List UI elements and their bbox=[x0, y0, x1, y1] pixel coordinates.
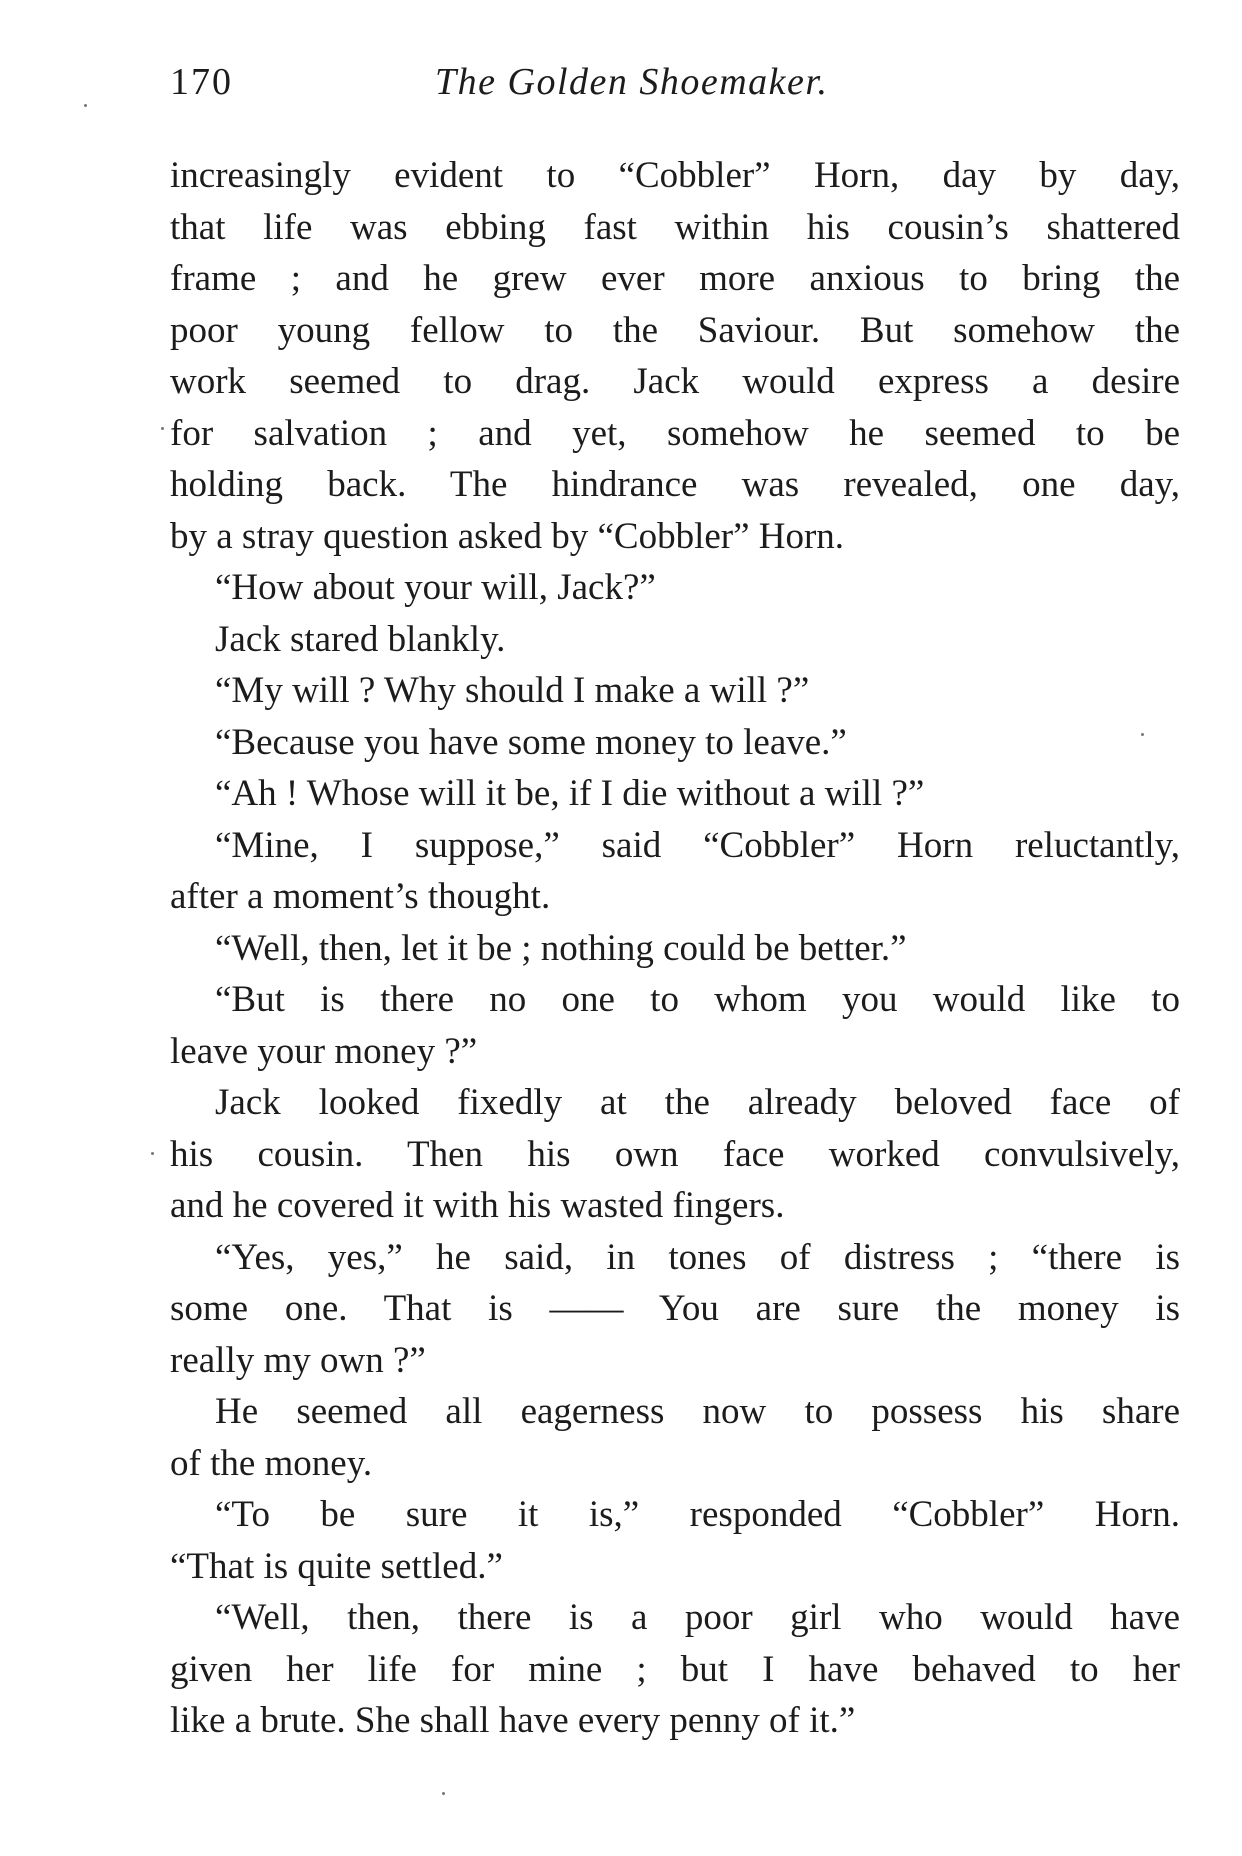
text-line: Jack stared blankly. bbox=[215, 618, 506, 660]
text-line: “Yes, yes,” he said, in tones of distress ; “there is bbox=[215, 1236, 1180, 1278]
text-line: like a brute. She shall have every penny of it.” bbox=[170, 1700, 856, 1741]
text-line: increasingly evident to “Cobbler” Horn, day by day, bbox=[170, 155, 1180, 196]
text-line: “That is quite settled.” bbox=[170, 1545, 503, 1587]
running-head bbox=[170, 52, 1180, 112]
text-line: poor young fellow to the Saviour. But somehow the bbox=[170, 309, 1180, 351]
text-line: for salvation ; and yet, somehow he seemed to be bbox=[170, 412, 1180, 454]
text-line: given her life for mine ; but I have behaved to her bbox=[170, 1648, 1180, 1690]
text-line: leave your money ?” bbox=[170, 1030, 478, 1072]
text-line: “Ah ! Whose will it be, if I die without a will ?” bbox=[215, 773, 925, 814]
text-line: “How about your will, Jack?” bbox=[215, 567, 656, 608]
text-line: Jack looked fixedly at the already beloved face of bbox=[215, 1082, 1180, 1123]
body-text bbox=[170, 150, 1180, 1747]
paper-speck bbox=[84, 104, 87, 107]
book-title: The Golden Shoemaker. bbox=[435, 61, 829, 103]
text-line: after a moment’s thought. bbox=[170, 876, 551, 917]
text-line: “Mine, I suppose,” said “Cobbler” Horn reluctantly, bbox=[215, 824, 1180, 866]
paper-speck bbox=[161, 427, 164, 430]
text-line: that life was ebbing fast within his cousin’s shattered bbox=[170, 206, 1180, 248]
text-line: “My will ? Why should I make a will ?” bbox=[215, 670, 810, 711]
text-line: “To be sure it is,” responded “Cobbler” Horn. bbox=[215, 1494, 1180, 1535]
text-line: of the money. bbox=[170, 1442, 373, 1484]
text-line: really my own ?” bbox=[170, 1339, 426, 1381]
text-line: work seemed to drag. Jack would express a desire bbox=[170, 361, 1180, 402]
paper-speck bbox=[151, 1152, 154, 1155]
paper-speck bbox=[1141, 733, 1144, 736]
page-number: 170 bbox=[170, 61, 233, 103]
text-line: He seemed all eagerness now to possess his share bbox=[215, 1391, 1180, 1432]
text-line: “Because you have some money to leave.” bbox=[215, 721, 847, 763]
text-line: “Well, then, let it be ; nothing could be better.” bbox=[215, 927, 907, 969]
text-line: holding back. The hindrance was revealed, one day, bbox=[170, 464, 1180, 505]
paper-speck bbox=[442, 1792, 445, 1795]
text-line: by a stray question asked by “Cobbler” Horn. bbox=[170, 515, 845, 557]
text-line: and he covered it with his wasted fingers. bbox=[170, 1185, 785, 1226]
text-line: frame ; and he grew ever more anxious to bring the bbox=[170, 258, 1180, 299]
text-line: some one. That is —— You are sure the money is bbox=[170, 1288, 1180, 1329]
text-line: “But is there no one to whom you would like to bbox=[215, 979, 1180, 1020]
text-line: “Well, then, there is a poor girl who would have bbox=[215, 1597, 1180, 1638]
text-line: his cousin. Then his own face worked convulsively, bbox=[170, 1133, 1180, 1175]
